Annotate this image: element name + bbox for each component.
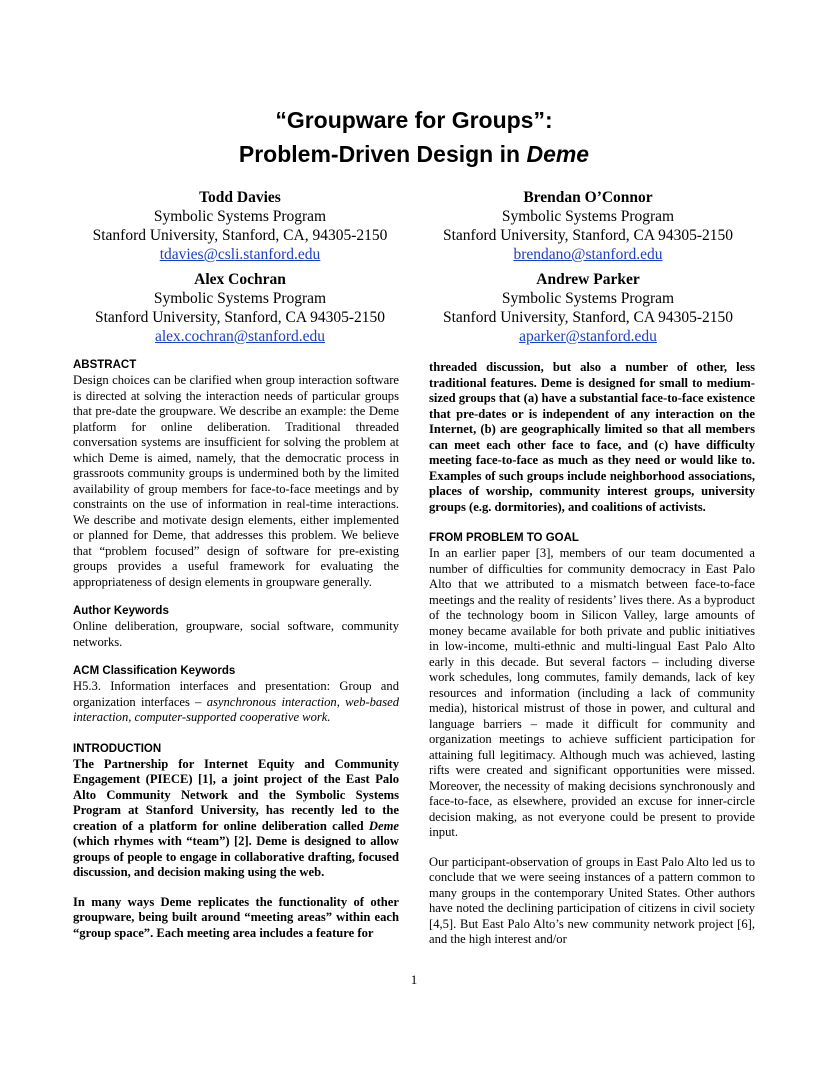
section-heading-abstract: ABSTRACT: [73, 359, 137, 371]
intro-paragraph-2: In many ways Deme replicates the functionality of other groupware, being built around “meeting areas” within each “group space”. Each meeting area includes a feature for: [73, 894, 399, 940]
goal-paragraph-2: Our participant-observation of groups in East Palo Alto led us to conclude that we were seeing instances of a pattern common to many groups in the contemporary United States. Other authors have noted the declining participation of citizens in civil society [4,5]. But East Palo Alto’s new community network project [6], and the high interest and/or: [429, 854, 755, 946]
intro-text-a: The Partnership for Internet Equity and Community Engagement (PIECE) [1], a joint project of the East Palo Alto Community Network and the Symbolic Systems Program at Stanford University, has recently led to the creation of a platform for online deliberation called: [73, 756, 399, 833]
acm-plain-text: H5.3. Information interfaces and presentation: Group and organization interfaces –: [73, 679, 399, 709]
section-heading-problem-to-goal: FROM PROBLEM TO GOAL: [429, 532, 579, 544]
title-line-1: “Groupware for Groups”:: [275, 107, 553, 133]
author-address: Stanford University, Stanford, CA 94305-2150: [442, 227, 734, 244]
title-line-2: [0, 137, 828, 171]
author-name: Andrew Parker: [536, 271, 640, 288]
section-heading-keywords: Author Keywords: [73, 605, 169, 617]
author-block-3: [60, 270, 420, 346]
author-name: Brendan O’Connor: [523, 189, 653, 206]
intro-paragraph-1: [73, 757, 399, 881]
author-address: Stanford University, Stanford, CA 94305-2150: [442, 309, 734, 326]
author-block-2: [408, 188, 768, 264]
author-name: Alex Cochran: [194, 271, 286, 288]
author-email-link[interactable]: alex.cochran@stanford.edu: [154, 328, 326, 345]
author-dept: Symbolic Systems Program: [501, 290, 675, 307]
author-dept: Symbolic Systems Program: [153, 290, 327, 307]
author-block-4: [408, 270, 768, 346]
author-email-link[interactable]: aparker@stanford.edu: [519, 328, 657, 345]
intro-text-b: (which rhymes with “team”) [2]. Deme is designed to allow groups of people to engage in collaborative drafting, focused discussion, and decision making using the web.: [73, 834, 399, 879]
goal-paragraph-1: In an earlier paper [3], members of our team documented a number of difficulties for community democracy in East Palo Alto that we attributed to a mismatch between face-to-face meetings and the reality of residents’ lives there. As a byproduct of the technology boom in Silicon Valley, large amounts of money became available for both private and public initiatives in low-income, multi-ethnic and multi-lingual East Palo Alto early in this decade. But several factors – including diverse work schedules, long commutes, family demands, lack of key resources and information (including a lack of community media), historical mistrust of those in power, and cultural and language barriers – made it difficult for community and organization meetings to achieve sufficient participation for attaining full legitimacy. Although much was achieved, lasting rifts were created and significant opportunities were missed. Moreover, the necessity of making decisions synchronously and face-to-face, as elsewhere, provided an excuse for inner-circle decision making, as not everyone could be present to provide input.: [429, 546, 755, 839]
acm-italic-text: asynchronous interaction, web-based interaction, computer-supported cooperative work.: [73, 694, 399, 724]
author-dept: Symbolic Systems Program: [153, 208, 327, 225]
keywords-text: Online deliberation, groupware, social software, community networks.: [73, 619, 399, 649]
right-column: [429, 360, 755, 948]
acm-text: [73, 679, 399, 726]
title-line-2-text: Problem-Driven Design in: [238, 141, 527, 167]
author-email-link[interactable]: tdavies@csli.stanford.edu: [159, 246, 321, 263]
author-dept: Symbolic Systems Program: [501, 208, 675, 225]
author-block-1: [60, 188, 420, 264]
author-address: Stanford University, Stanford, CA 94305-2150: [94, 309, 386, 326]
author-address: Stanford University, Stanford, CA, 94305-2150: [92, 227, 388, 244]
paper-title: [0, 103, 828, 171]
author-email-link[interactable]: brendano@stanford.edu: [513, 246, 663, 263]
page-number: 1: [410, 972, 418, 987]
abstract-text: Design choices can be clarified when group interaction software is directed at solving the interaction needs of particular groups that pre-date the groupware. We describe an example: the Deme platform for online deliberation. Traditional threaded conversation systems are insufficient for solving the problem at which Deme is aimed, namely, that the democratic process in grassroots community groups is undermined both by the limited availability of group members for face-to-face meetings and by constraints on the use of information in real-time interactions. We describe and motivate design elements, either implemented or planned for Deme, that addresses this problem. We believe that “problem focused” design of software for pre-existing groups provides a useful framework for evaluating the appropriateness of design elements in groupware generally.: [73, 373, 399, 589]
continuation-paragraph: threaded discussion, but also a number of other, less traditional features. Deme is designed for small to medium-sized groups that (a) have a substantial face-to-face existence that pre-dates or is independent of any interaction on the Internet, (b) are geographically limited so that all members can meet each other face to face, and (c) have difficulty meeting face-to-face as much as they need or would like to. Examples of such groups include neighborhood associations, places of worship, community interest groups, university groups (e.g. dormitories), and coalitions of activists.: [429, 360, 755, 514]
left-column: [73, 358, 399, 941]
intro-italic-deme: Deme: [368, 818, 399, 833]
author-name: Todd Davies: [199, 189, 281, 206]
title-italic-deme: Deme: [526, 141, 590, 167]
section-heading-acm: ACM Classification Keywords: [73, 665, 236, 677]
section-heading-introduction: INTRODUCTION: [73, 742, 162, 755]
